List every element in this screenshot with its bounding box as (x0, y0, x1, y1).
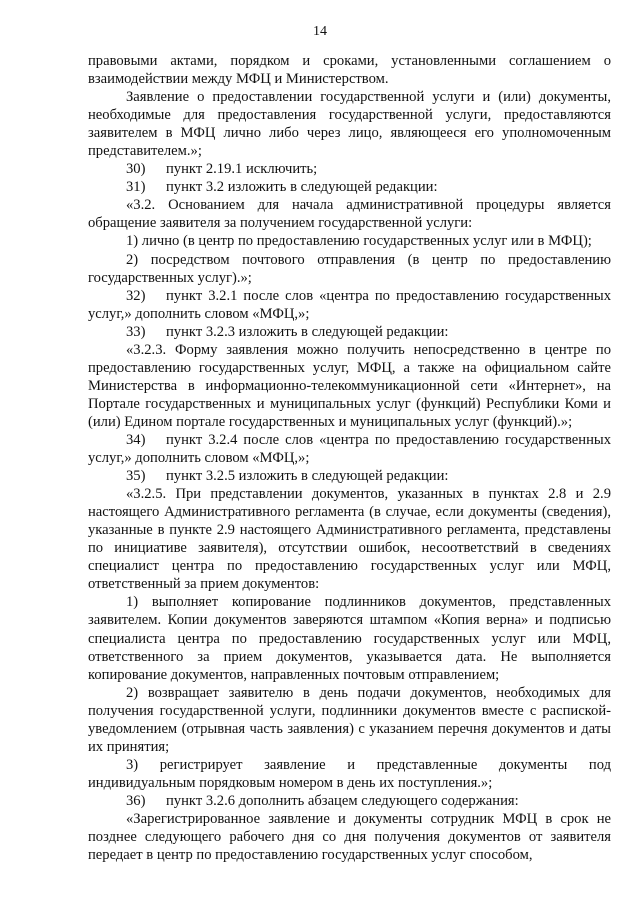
list-item-text: пункт 3.2.4 после слов «центра по предоставлению государственных услуг,» дополнить словом «МФЦ,»; (88, 431, 611, 467)
list-item-text: пункт 2.19.1 исключить; (166, 161, 318, 178)
list-item (88, 160, 611, 178)
list-item-text: пункт 3.2.1 после слов «центра по предоставлению государственных услуг,» дополнить словом «МФЦ,»; (88, 287, 611, 322)
list-item (88, 431, 611, 467)
paragraph: «3.2.3. Форму заявления можно получить непосредственно в центре по предоставлению государственных услуг, МФЦ, а также на официальном сайте Министерства в информационно-телекоммуникационной сети «Интернет», на Портале государственных и муниципальных услуг (функций) Республики Коми и (или) Едином портале государственных и муниципальных услуг (функций).»; (88, 341, 611, 430)
paragraph: 1) выполняет копирование подлинников документов, представленных заявителем. Копии документов заверяются штампом «Копия верна» и подписью специалиста центра по предоставлению государственных услуг или МФЦ, ответственного за прием документов, указывается дата. Не выполняется копирование документов, направленных почтовым отправлением; (88, 594, 611, 683)
list-item (88, 467, 611, 485)
list-item-text: пункт 3.2.3 изложить в следующей редакции: (166, 323, 449, 340)
paragraph: Заявление о предоставлении государственной услуги и (или) документы, необходимые для предоставления государственной услуги, предоставляются заявителем в МФЦ лично либо через лицо, являющееся его уполномоченным представителем.»; (88, 89, 611, 160)
list-item-text: пункт 3.2.6 дополнить абзацем следующего содержания: (166, 792, 519, 809)
list-item (88, 323, 611, 341)
paragraph: «3.2. Основанием для начала административной процедуры является обращение заявителя за получением государственной услуги: (88, 197, 611, 232)
list-item-number: 34) (126, 431, 146, 448)
paragraph: 1) лично (в центр по предоставлению государственных услуг или в МФЦ); (126, 233, 592, 250)
list-item-number: 31) (126, 179, 146, 196)
list-item-number: 30) (126, 161, 146, 178)
paragraph: 3) регистрирует заявление и представленные документы под индивидуальным порядковым номером в день их поступления.»; (88, 756, 611, 791)
list-item-number: 36) (126, 792, 146, 809)
list-item-number: 32) (126, 287, 146, 304)
paragraph: 2) возвращает заявителю в день подачи документов, необходимых для получения государственной услуги, подлинники документов вместе с распиской-уведомлением (отрывная часть заявления) с указанием перечня документов и даты их принятия; (88, 684, 611, 755)
page-number: 14 (313, 24, 327, 39)
list-item (88, 178, 611, 196)
list-item-text: пункт 3.2.5 изложить в следующей редакции: (166, 468, 449, 485)
paragraph: «Зарегистрированное заявление и документы сотрудник МФЦ в срок не позднее следующего рабочего дня со дня получения документов от заявителя передает в центр по предоставлению государственных услуг способом, (88, 810, 611, 864)
list-item-number: 33) (126, 323, 146, 340)
paragraph: 2) посредством почтового отправления (в центр по предоставлению государственных услуг).»; (88, 251, 611, 286)
list-item-number: 35) (126, 468, 146, 485)
list-item (88, 792, 611, 810)
paragraph: «3.2.5. При представлении документов, указанных в пунктах 2.8 и 2.9 настоящего Административного регламента (в случае, если документы (сведения), указанные в пункте 2.9 настоящего Административного регламента, представлены по инициативе заявителя), отсутствии ошибок, несоответствий в сведениях специалист центра по предоставлению государственных услуг или МФЦ, ответственный за прием документов: (88, 486, 611, 593)
list-item-text: пункт 3.2 изложить в следующей редакции: (166, 179, 438, 196)
paragraph: правовыми актами, порядком и сроками, установленными соглашением о взаимодействии между МФЦ и Министерством. (88, 53, 611, 88)
list-item (88, 287, 611, 323)
document-body (88, 52, 611, 864)
